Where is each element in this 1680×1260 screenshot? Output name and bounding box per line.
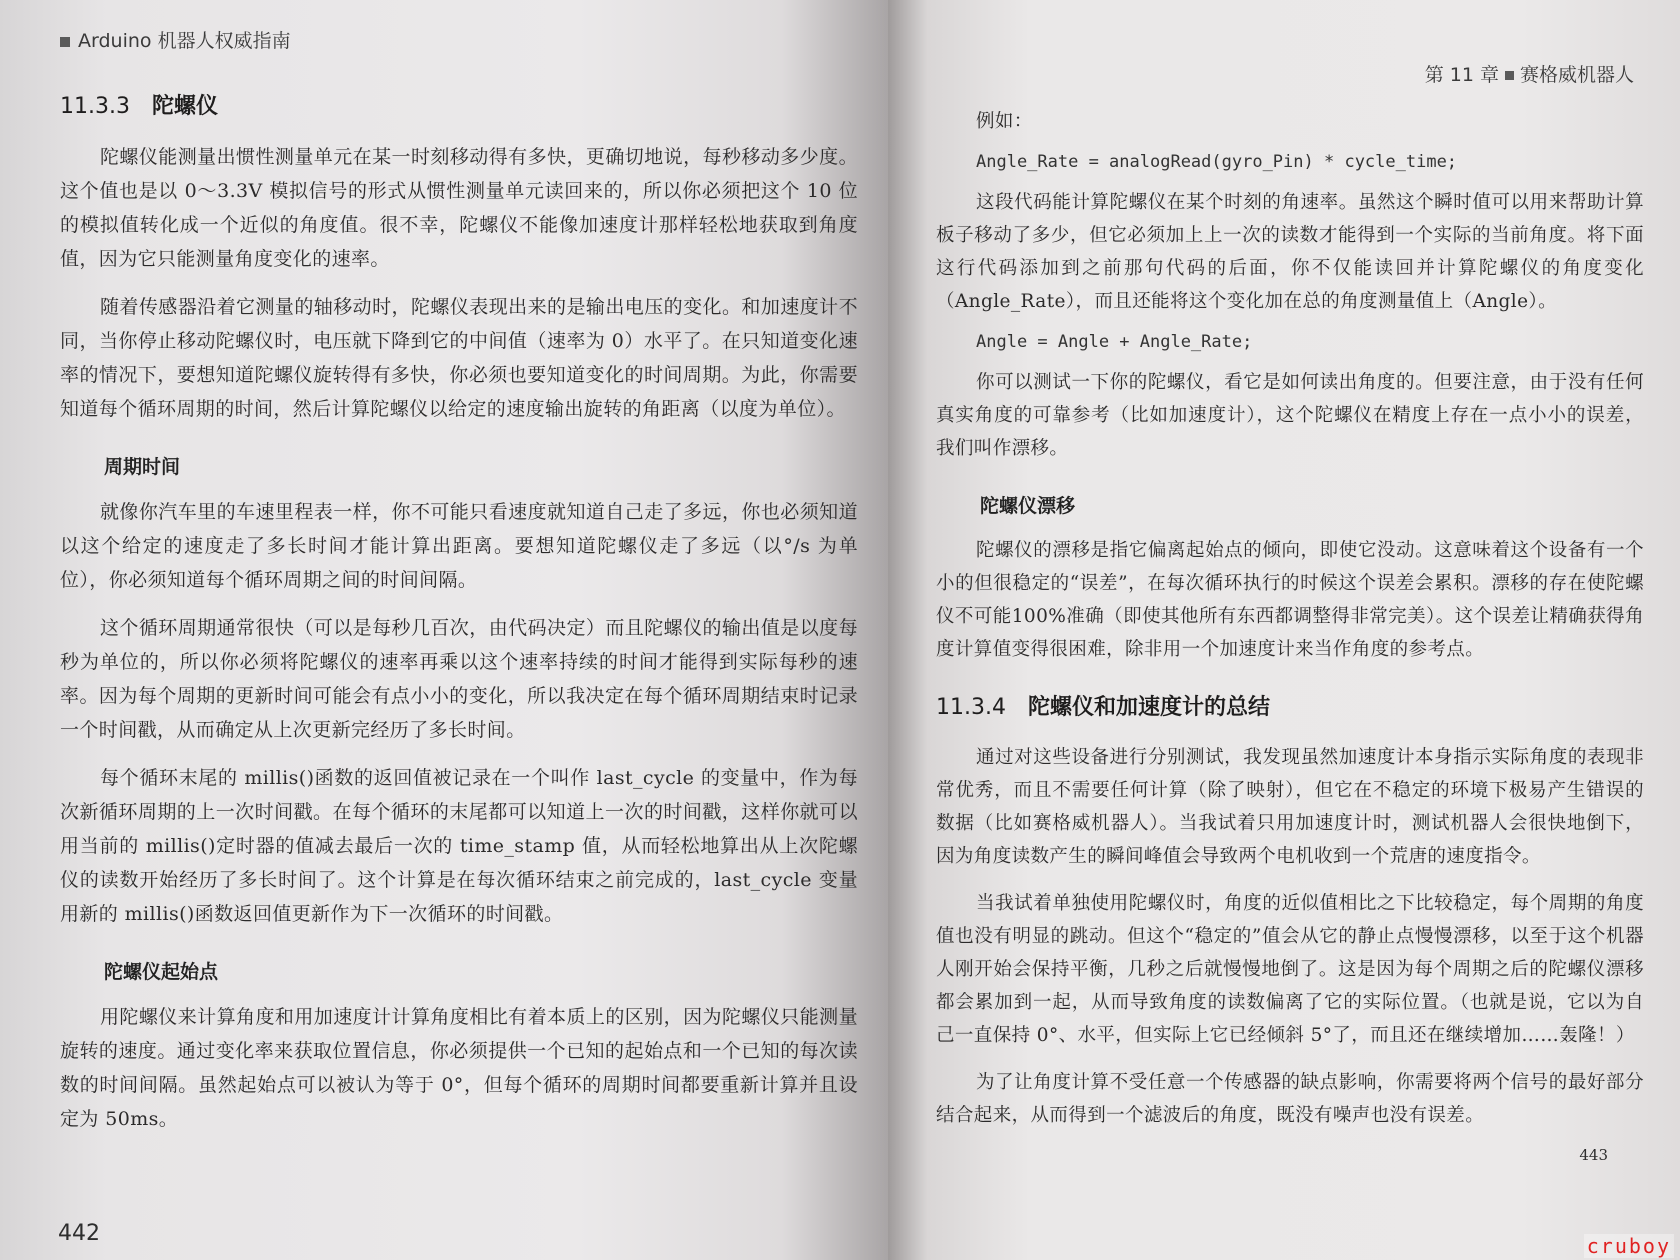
paragraph: 你可以测试一下你的陀螺仪，看它是如何读出角度的。但要注意，由于没有任何真实角度的可靠参考（比如加速度计），这个陀螺仪在精度上存在一点小小的误差，我们叫作漂移。 (936, 372, 1644, 459)
section-number: 11.3.3 (60, 94, 130, 119)
paragraph: 当我试着单独使用陀螺仪时，角度的近似值相比之下比较稳定，每个周期的角度值也没有明显的跳动。但这个“稳定的”值会从它的静止点慢慢漂移，以至于这个机器人刚开始会保持平衡，几秒之后就慢慢地倒了。这是因为每个周期之后的陀螺仪漂移都会累加到一起，从而导致角度的读数偏离了它的实际位置。（也就是说，它以为自己一直保持 0°、水平，但实际上它已经倾斜 5°了，而且还在继续增加……轰隆！） (936, 893, 1644, 1046)
paragraph: 陀螺仪的漂移是指它偏离起始点的倾向，即使它没动。这意味着这个设备有一个小的但很稳定的“误差”，在每次循环执行的时候这个误差会累积。漂移的存在使陀螺仪不可能100%准确（即使其他所有东西都调整得非常完美）。这个误差让精确获得角度计算值变得很困难，除非用一个加速度计来当作角度的参考点。 (936, 540, 1644, 660)
paragraph: 随着传感器沿着它测量的轴移动时，陀螺仪表现出来的是输出电压的变化。和加速度计不同，当你停止移动陀螺仪时，电压就下降到它的中间值（速率为 0）水平了。在只知道变化速率的情况下，要想知道陀螺仪旋转得有多快，你必须也要知道变化的时间周期。为此，你需要知道每个循环周期的时间，然后计算陀螺仪以给定的速度输出旋转的角距离（以度为单位）。 (60, 296, 858, 420)
paragraph: 这个循环周期通常很快（可以是每秒几百次，由代码决定）而且陀螺仪的输出值是以度每秒为单位的，所以你必须将陀螺仪的速率再乘以这个速率持续的时间才能得到实际每秒的速率。因为每个周期的更新时间可能会有点小小的变化，所以我决定在每个循环周期结束时记录一个时间戳，从而确定从上次更新完经历了多长时间。 (60, 617, 858, 741)
square-bullet-icon (60, 37, 70, 47)
paragraph: 通过对这些设备进行分别测试，我发现虽然加速度计本身指示实际角度的表现非常优秀，而且不需要任何计算（除了映射），但它在不稳定的环境下极易产生错误的数据（比如赛格威机器人）。当我试着只用加速度计时，测试机器人会很快地倒下，因为角度读数产生的瞬间峰值会导致两个电机收到一个荒唐的速度指令。 (936, 747, 1644, 867)
running-head-right (936, 60, 1634, 87)
paragraph: 就像你汽车里的车速里程表一样，你不可能只看速度就知道自己走了多远，你也必须知道以这个给定的速度走了多长时间才能计算出距离。要想知道陀螺仪走了多远（以°/s 为单位），你必须知道每个循环周期之间的时间间隔。 (60, 501, 858, 591)
subheading-period-time: 周期时间 (104, 456, 181, 478)
paragraph: 每个循环末尾的 millis()函数的返回值被记录在一个叫作 last_cycle 的变量中，作为每次新循环周期的上一次时间戳。在每个循环的末尾都可以知道上一次的时间戳，这样你就可以用当前的 millis()定时器的值减去最后一次的 time_stamp 值，从而轻松地算出从上次陀螺仪的读数开始经历了多长时间了。这个计算是在每次循环结束之前完成的，last_cycle 变量用新的 millis()函数返回值更新作为下一次循环的时间戳。 (60, 767, 858, 925)
paragraph: 为了让角度计算不受任意一个传感器的缺点影响，你需要将两个信号的最好部分结合起来，从而得到一个滤波后的角度，既没有噪声也没有误差。 (936, 1072, 1644, 1126)
running-head-left (60, 26, 858, 53)
section-title: 陀螺仪 (151, 94, 218, 119)
page-number-left: 442 (58, 1221, 100, 1246)
chapter-label: 第 11 章 (1424, 64, 1499, 86)
paragraph: 陀螺仪能测量出惯性测量单元在某一时刻移动得有多快，更确切地说，每秒移动多少度。这个值也是以 0～3.3V 模拟信号的形式从惯性测量单元读回来的，所以你必须把这个 10 位的模拟值转化成一个近似的角度值。很不幸，陀螺仪不能像加速度计那样轻松地获取到角度值，因为它只能测量角度变化的速率。 (60, 146, 858, 270)
code-line: Angle = Angle + Angle_Rate; (976, 332, 1253, 352)
square-bullet-icon (1505, 71, 1514, 80)
chapter-title: 赛格威机器人 (1519, 64, 1634, 86)
code-line: Angle_Rate = analogRead(gyro_Pin) * cycle_time; (976, 152, 1458, 172)
paragraph: 用陀螺仪来计算角度和用加速度计计算角度相比有着本质上的区别，因为陀螺仪只能测量旋转的速度。通过变化率来获取位置信息，你必须提供一个已知的起始点和一个已知的每次读数的时间间隔。虽然起始点可以被认为等于 0°，但每个循环的周期时间都要重新计算并且设定为 50ms。 (60, 1006, 858, 1130)
section-number: 11.3.4 (936, 695, 1006, 720)
section-heading-11-3-4 (936, 690, 1644, 721)
paragraph: 这段代码能计算陀螺仪在某个时刻的角速率。虽然这个瞬时值可以用来帮助计算板子移动了多少，但它必须加上上一次的读数才能得到一个实际的当前角度。将下面这行代码添加到之前那句代码的后面，你不仅能读回并计算陀螺仪的角度变化（Angle_Rate），而且还能将这个变化加在总的角度测量值上（Angle）。 (936, 192, 1644, 312)
page-number-right: 443 (1579, 1146, 1608, 1164)
subheading-gyro-start: 陀螺仪起始点 (104, 961, 219, 983)
watermark: cruboy (1584, 1234, 1674, 1258)
right-page (888, 0, 1680, 1260)
book-title: Arduino 机器人权威指南 (78, 30, 291, 52)
section-title: 陀螺仪和加速度计的总结 (1027, 695, 1270, 720)
subheading-gyro-drift: 陀螺仪漂移 (980, 495, 1076, 517)
example-label: 例如： (976, 111, 1033, 132)
section-heading-11-3-3 (60, 89, 858, 120)
